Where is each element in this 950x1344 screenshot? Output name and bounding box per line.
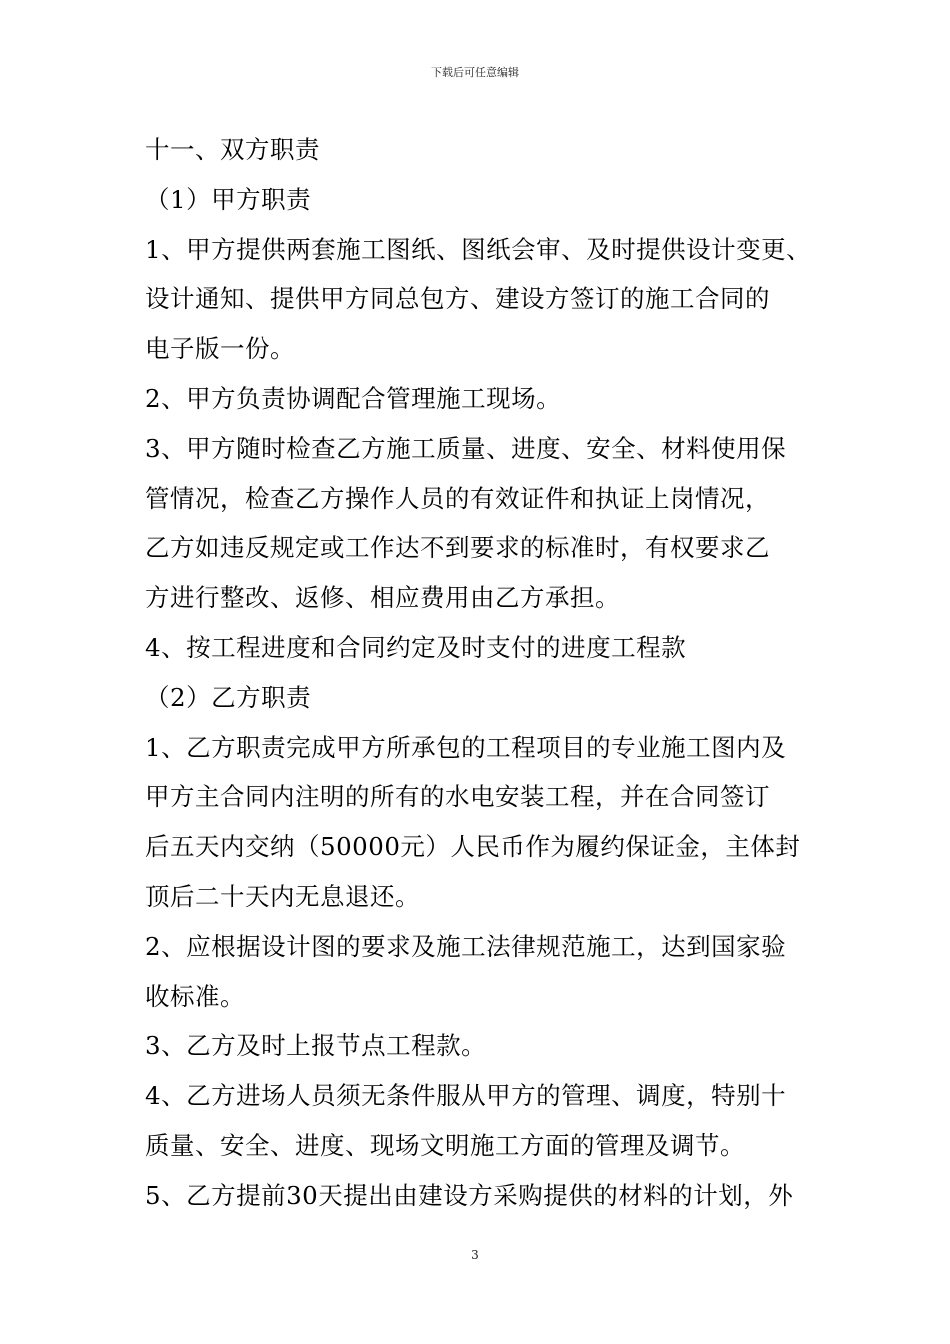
paragraph-line: 1、甲方提供两套施工图纸、图纸会审、及时提供设计变更、 — [145, 234, 812, 264]
paragraph-line: 1、乙方职责完成甲方所承包的工程项目的专业施工图内及 — [145, 732, 787, 762]
paragraph-line: 4、按工程进度和合同约定及时支付的进度工程款 — [145, 632, 687, 662]
paragraph-line: 收标准。 — [145, 981, 245, 1011]
paragraph-line: 方进行整改、返修、相应费用由乙方承担。 — [145, 583, 620, 613]
paragraph-line: 设计通知、提供甲方同总包方、建设方签订的施工合同的 — [145, 284, 770, 314]
document-body — [145, 125, 835, 1221]
paragraph-line: 5、乙方提前30天提出由建设方采购提供的材料的计划，外 — [145, 1180, 794, 1210]
paragraph-line: 质量、安全、进度、现场文明施工方面的管理及调节。 — [145, 1130, 745, 1160]
page-number: 3 — [471, 1248, 479, 1262]
paragraph-line: 4、乙方进场人员须无条件服从甲方的管理、调度，特别十 — [145, 1081, 787, 1111]
paragraph-line: 后五天内交纳（50000元）人民币作为履约保证金，主体封 — [145, 832, 801, 862]
paragraph-line: 3、甲方随时检查乙方施工质量、进度、安全、材料使用保 — [145, 433, 787, 463]
paragraph-line: 甲方主合同内注明的所有的水电安装工程，并在合同签订 — [145, 782, 770, 812]
paragraph-line: 乙方如违反规定或工作达不到要求的标准时，有权要求乙 — [145, 533, 770, 563]
paragraph-line: 顶后二十天内无息退还。 — [145, 881, 420, 911]
paragraph-line: 电子版一份。 — [145, 334, 295, 364]
section-heading: 十一、双方职责 — [145, 135, 320, 164]
paragraph-line: 管情况，检查乙方操作人员的有效证件和执证上岗情况， — [145, 483, 770, 513]
paragraph-line: 2、应根据设计图的要求及施工法律规范施工，达到国家验 — [145, 931, 787, 961]
subsection-heading: （2）乙方职责 — [145, 682, 312, 712]
paragraph-line: 2、甲方负责协调配合管理施工现场。 — [145, 383, 562, 413]
subsection-heading: （1）甲方职责 — [145, 184, 312, 214]
paragraph-line: 3、乙方及时上报节点工程款。 — [145, 1031, 487, 1061]
page-header: 下载后可任意编辑 — [431, 66, 519, 79]
